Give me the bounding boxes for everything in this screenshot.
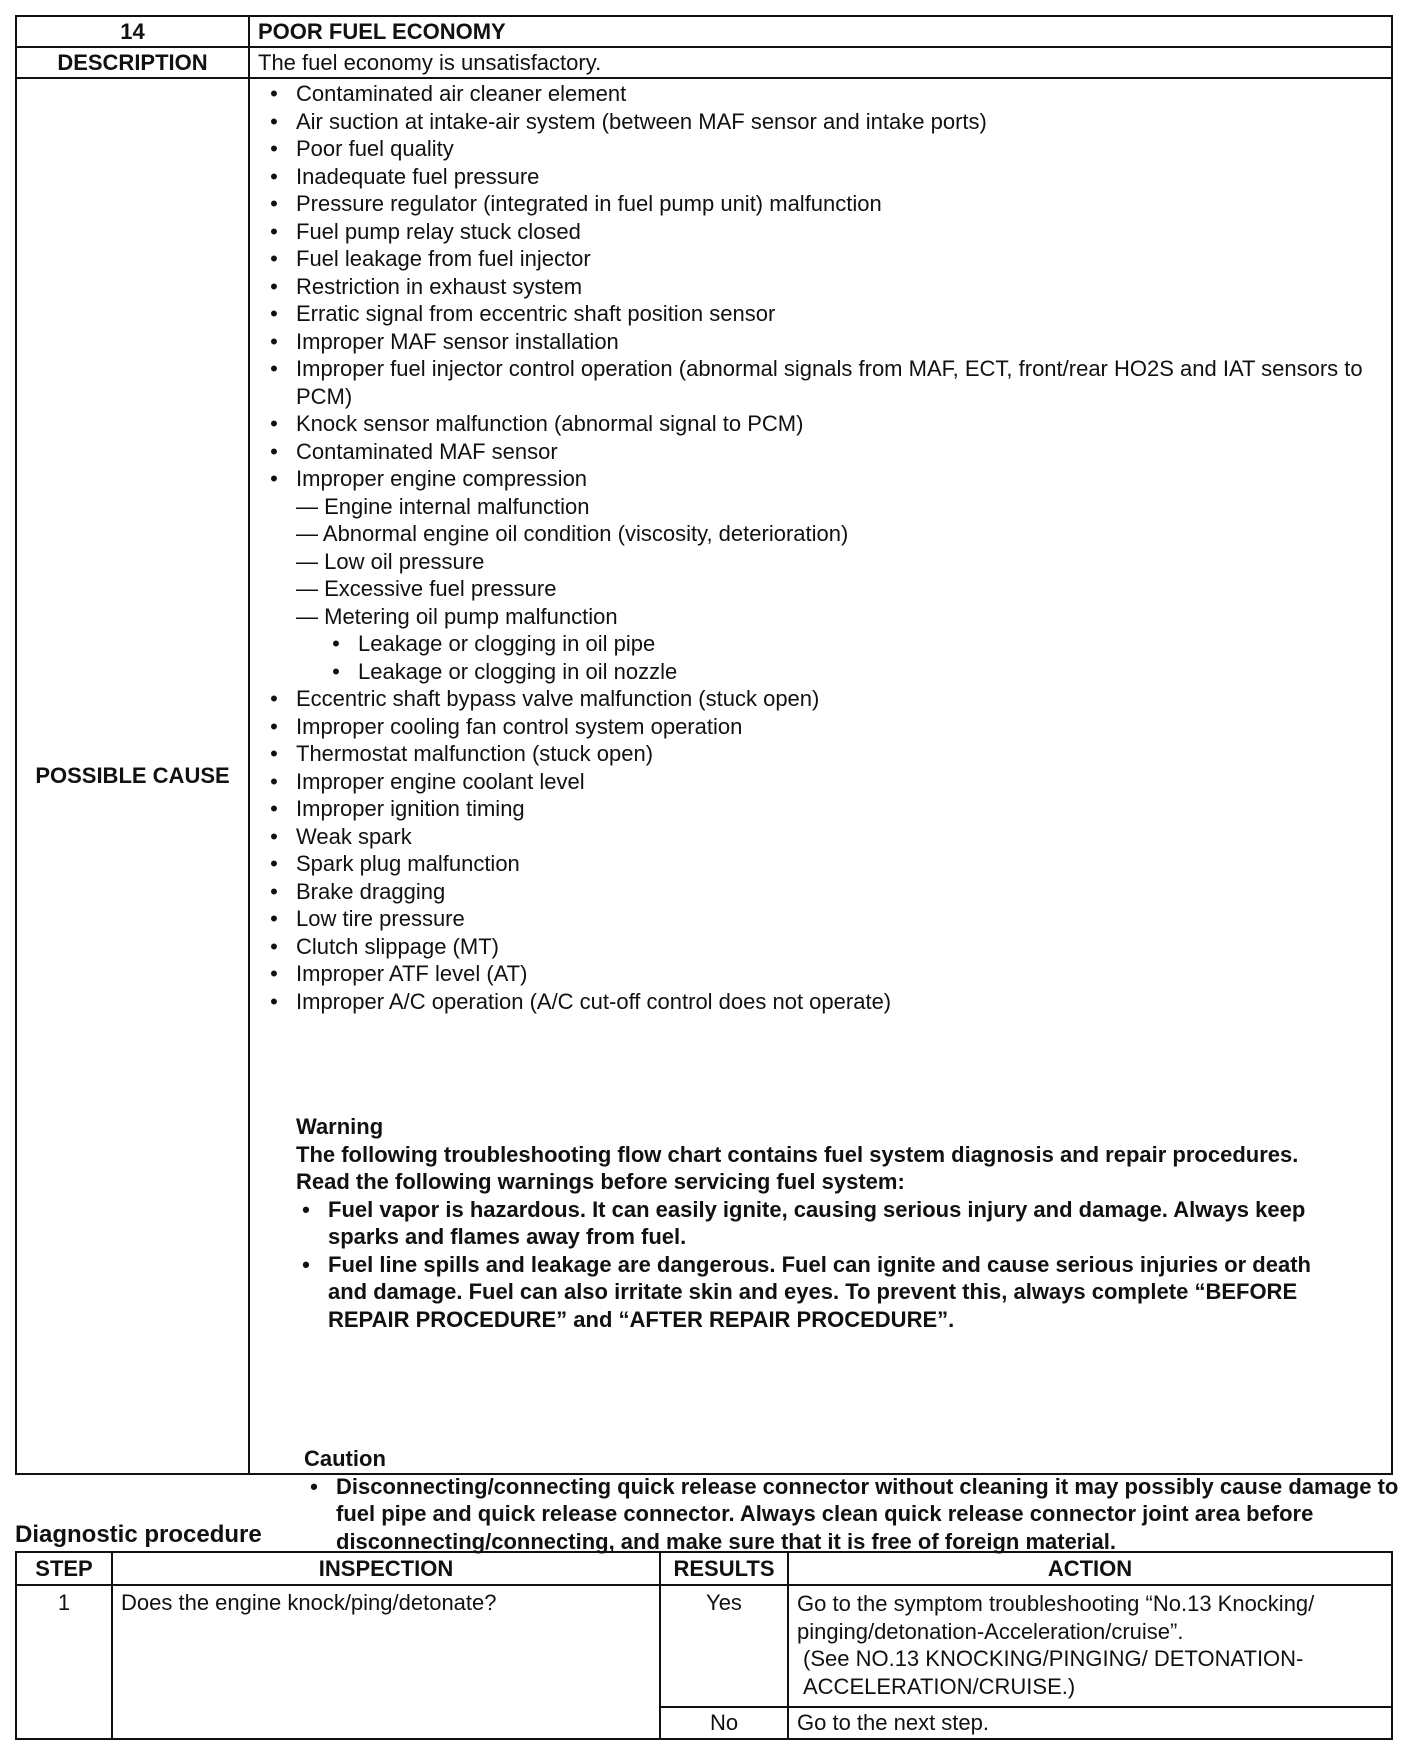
caution-list xyxy=(304,1473,1399,1556)
possible-cause-content xyxy=(249,78,1399,1554)
list-item: • Low tire pressure xyxy=(270,906,465,931)
list-item: • Contaminated MAF sensor xyxy=(270,438,558,464)
column-header-results: RESULTS xyxy=(660,1552,788,1585)
warning-intro: The following troubleshooting flow chart contains fuel system diagnosis and repair procedures. Read the following warnings before servicing fuel system: xyxy=(296,1141,1299,1194)
diagnostic-table xyxy=(15,1551,1393,1740)
sub-item: — Metering oil pump malfunction • Leakage or clogging in oil pipe • Leakage or clogging in oil nozzle xyxy=(296,603,1383,686)
compression-sublist xyxy=(296,493,1383,686)
list-item: • Weak spark xyxy=(270,823,412,849)
list-item: • Inadequate fuel pressure xyxy=(270,163,540,189)
possible-cause-label: POSSIBLE CAUSE xyxy=(16,78,249,1474)
sub-sub-item: • Leakage or clogging in oil nozzle xyxy=(332,658,678,684)
warning-heading: Warning xyxy=(296,1114,384,1139)
action-yes xyxy=(788,1585,1392,1707)
list-item: • Improper MAF sensor installation xyxy=(270,328,619,354)
action-yes-line1: Go to the symptom troubleshooting “No.13 Knocking/ pinging/detonation-Acceleration/cruise”. xyxy=(797,1591,1315,1644)
list-item: • Disconnecting/connecting quick release connector without cleaning it may possibly cause damage to fuel pipe and quick release connector. Always clean quick release connector joint area before disconnecting/connecting, and make sure that it is free of foreign material. xyxy=(310,1473,1399,1554)
list-item: • Improper engine coolant level xyxy=(270,768,585,794)
diagnostic-title: Diagnostic procedure xyxy=(15,1521,262,1548)
column-header-inspection: INSPECTION xyxy=(112,1552,660,1585)
inspection-text: Does the engine knock/ping/detonate? xyxy=(112,1585,660,1739)
list-item: • Fuel line spills and leakage are dangerous. Fuel can ignite and cause serious injuries or death and damage. Fuel can also irritate skin and eyes. To prevent this, always complete “BEFORE REPAIR PROCEDURE” and “AFTER REPAIR PROCEDURE”. xyxy=(302,1251,1311,1332)
symptom-title: POOR FUEL ECONOMY xyxy=(249,16,1392,47)
list-item: • Air suction at intake-air system (between MAF sensor and intake ports) xyxy=(270,108,987,134)
list-item: • Improper ATF level (AT) xyxy=(270,961,528,986)
list-item: • Improper engine compression — Engine internal malfunction — Abnormal engine oil condition (viscosity, deterioration) — Low oil pressure — Excessive fuel pressure — Metering oil pump malfunction • Leakage or clogging in oil pipe • Leakage or clogging in oil nozzle xyxy=(264,465,1383,685)
list-item: • Pressure regulator (integrated in fuel pump unit) malfunction xyxy=(270,191,882,216)
description-text: The fuel economy is unsatisfactory. xyxy=(249,47,1392,78)
list-item: • Fuel vapor is hazardous. It can easily ignite, causing serious injury and damage. Always keep sparks and flames away from fuel. xyxy=(302,1196,1306,1249)
list-item: • Improper cooling fan control system operation xyxy=(270,713,743,739)
cause-list xyxy=(250,79,1391,1015)
list-item: • Thermostat malfunction (stuck open) xyxy=(270,741,654,766)
sub-sub-item: • Leakage or clogging in oil pipe xyxy=(332,631,656,656)
list-item: • Contaminated air cleaner element xyxy=(270,81,627,106)
step-number: 1 xyxy=(16,1585,112,1739)
caution-block xyxy=(304,1445,1399,1555)
list-item: • Brake dragging xyxy=(270,878,446,904)
caution-heading: Caution xyxy=(304,1446,386,1471)
sub-item: — Abnormal engine oil condition (viscosity, deterioration) xyxy=(296,521,849,546)
list-item: • Restriction in exhaust system xyxy=(270,273,583,299)
warning-block xyxy=(296,1113,1356,1333)
column-header-action: ACTION xyxy=(788,1552,1392,1585)
list-item: • Clutch slippage (MT) xyxy=(270,933,499,959)
result-no: No xyxy=(660,1707,788,1739)
result-yes: Yes xyxy=(660,1585,788,1707)
list-item: • Poor fuel quality xyxy=(270,136,454,161)
symptom-number: 14 xyxy=(16,16,249,47)
list-item: • Fuel pump relay stuck closed xyxy=(270,218,581,244)
list-item: • Knock sensor malfunction (abnormal signal to PCM) xyxy=(270,411,804,436)
list-item: • Spark plug malfunction xyxy=(270,851,520,876)
description-label: DESCRIPTION xyxy=(16,47,249,78)
sub-item: — Low oil pressure xyxy=(296,548,485,574)
sub-item: — Engine internal malfunction xyxy=(296,493,590,519)
list-item: • Eccentric shaft bypass valve malfunction (stuck open) xyxy=(270,686,820,711)
list-item: • Erratic signal from eccentric shaft position sensor xyxy=(270,301,776,326)
action-no: Go to the next step. xyxy=(788,1707,1392,1739)
list-item: • Improper fuel injector control operation (abnormal signals from MAF, ECT, front/rear HO2S and IAT sensors to PCM) xyxy=(270,356,1363,409)
column-header-step: STEP xyxy=(16,1552,112,1585)
list-item: • Fuel leakage from fuel injector xyxy=(270,246,591,271)
list-item: • Improper ignition timing xyxy=(270,796,525,821)
metering-sublist xyxy=(296,630,1383,685)
list-item: • Improper A/C operation (A/C cut-off control does not operate) xyxy=(270,988,892,1014)
sub-item: — Excessive fuel pressure xyxy=(296,576,557,601)
warning-list xyxy=(296,1196,1356,1334)
action-yes-reference: (See NO.13 KNOCKING/PINGING/ DETONATION-ACCELERATION/CRUISE.) xyxy=(803,1646,1304,1699)
